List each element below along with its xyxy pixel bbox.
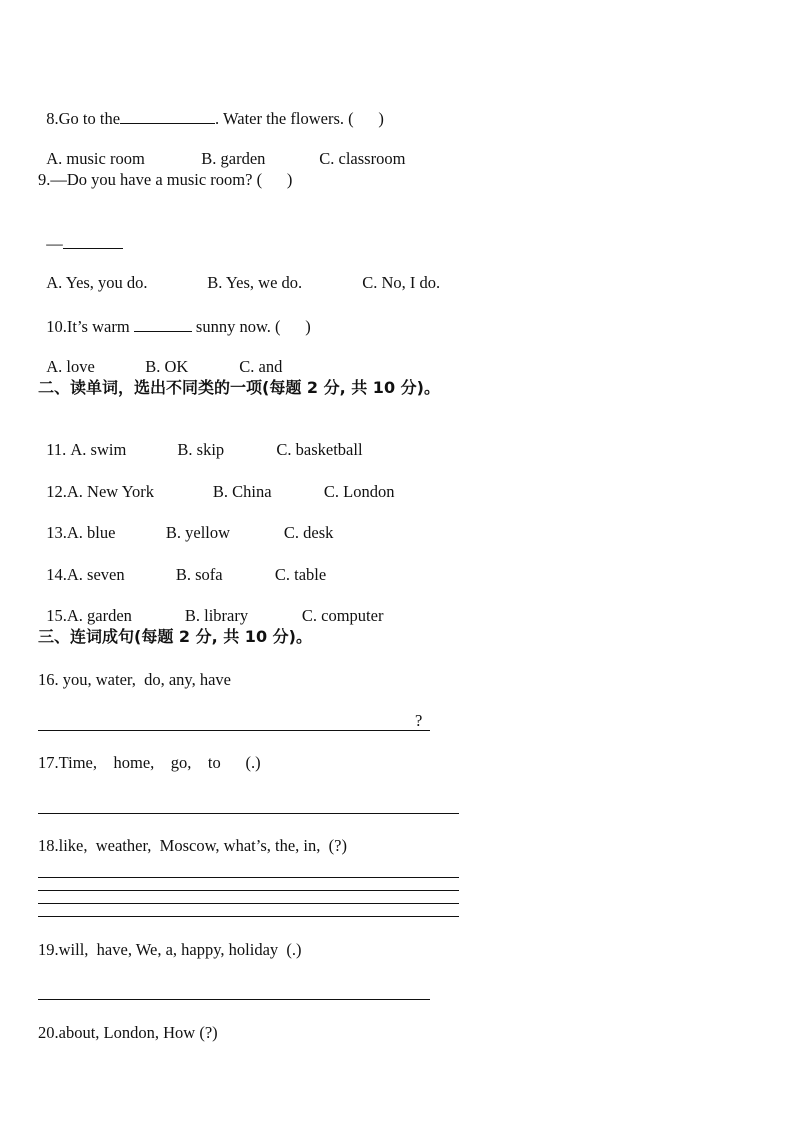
question-9-blank[interactable] [63,232,123,249]
option-a: A. music room [46,149,145,168]
option-b: B. sofa [175,565,223,584]
option-b: B. yellow [165,523,231,542]
option-a: A. seven [66,565,125,584]
answer-dash: — [46,234,63,253]
option-b: B. skip [177,440,225,459]
question-10-blank[interactable] [134,315,192,332]
answer-line-16[interactable] [38,730,430,731]
question-number: 13. [46,523,67,542]
option-b: B. OK [145,357,189,376]
option-a: A. Yes, you do. [46,273,148,292]
answer-line-18-a[interactable] [38,877,459,878]
answer-line-17[interactable] [38,813,459,814]
question-8-blank[interactable] [120,107,215,124]
option-c: C. desk [283,523,334,542]
question-8-options [38,129,405,169]
question-10-text-before: 10.It’s warm [46,317,134,336]
question-14 [38,545,326,585]
question-19: 19.will, have, We, a, happy, holiday (.) [38,940,302,959]
question-10 [38,295,311,337]
question-number: 14. [46,565,67,584]
option-b: B. Yes, we do. [207,273,303,292]
section-2-heading: 二、读单词，选出不同类的一项(每题 2 分, 共 10 分)。 [38,378,440,397]
option-a: A. swim [70,440,127,459]
option-c: C. computer [301,606,384,625]
option-a: A. garden [66,606,132,625]
question-17: 17.Time, home, go, to (.) [38,753,261,772]
question-16: 16. you, water, do, any, have [38,670,232,689]
question-11 [38,420,363,460]
question-10-text-after: sunny now. ( ) [191,317,311,336]
question-10-options [38,337,282,377]
question-18: 18.like, weather, Moscow, what’s, the, in, (?) [38,836,347,855]
question-13 [38,503,333,543]
question-number: 11. [46,440,71,459]
answer-line-18-d[interactable] [38,916,459,917]
option-b: B. garden [201,149,266,168]
answer-line-18-c[interactable] [38,903,459,904]
question-20: 20.about, London, How (?) [38,1023,218,1042]
question-12 [38,462,394,502]
section-3-heading: 三、连词成句(每题 2 分, 共 10 分)。 [38,627,312,646]
option-c: C. No, I do. [362,273,441,292]
question-9-answer-line [38,212,123,254]
option-c: C. table [274,565,327,584]
option-b: B. China [212,482,272,501]
question-8-text-before: 8.Go to the [46,109,121,128]
question-number: 15. [46,606,67,625]
option-c: C. London [323,482,395,501]
question-number: 12. [46,482,67,501]
question-15 [38,586,383,626]
option-c: C. and [239,357,283,376]
option-a: A. blue [66,523,116,542]
answer-line-19[interactable] [38,999,430,1000]
option-c: C. classroom [319,149,406,168]
question-8-text-after: . Water the flowers. ( ) [215,109,384,128]
option-a: A. love [46,357,95,376]
option-a: A. New York [66,482,154,501]
option-b: B. library [184,606,249,625]
question-8 [38,87,384,129]
answer-line-18-b[interactable] [38,890,459,891]
question-9-options [38,253,440,293]
question-16-end-mark: ? [415,711,423,730]
question-9: 9.—Do you have a music room? ( ) [38,170,293,189]
option-c: C. basketball [276,440,363,459]
